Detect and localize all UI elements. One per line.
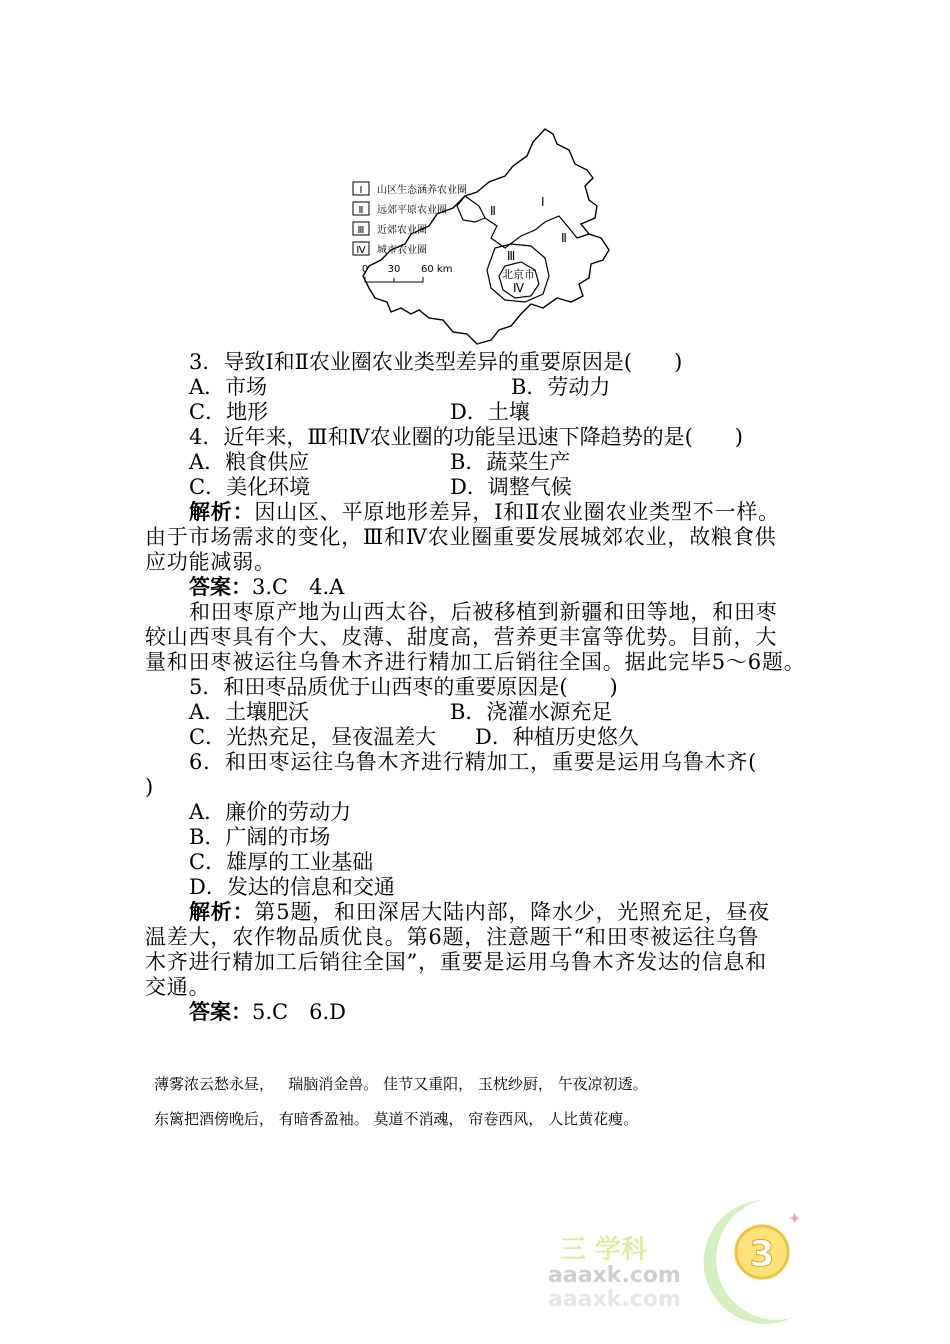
region-label-2a: Ⅱ [490, 204, 496, 218]
q5-option-c: C．光热充足，昼夜温差大 [189, 725, 437, 749]
analysis1-line-1 [189, 499, 780, 525]
map-legend [353, 182, 467, 256]
q3-option-c: C．地形 [189, 400, 269, 424]
legend-code-3: Ⅲ [357, 225, 365, 236]
analysis1-line-3: 应功能减弱。 [145, 550, 276, 574]
analysis2-line-2: 温差大，农作物品质优良。第6题，注意题干“和田枣被运往乌鲁 [145, 925, 760, 949]
watermark-brand: 三 学科 [560, 1235, 648, 1265]
region-label-4: Ⅳ [513, 281, 525, 295]
answer1 [189, 574, 344, 600]
legend-code-1: Ⅰ [359, 185, 363, 196]
mountain-plain-boundary [465, 196, 589, 248]
q4-option-c: C．美化环境 [189, 475, 311, 499]
scale-tick-60: 60 km [421, 264, 453, 275]
q5-option-a: A．土壤肥沃 [189, 700, 310, 724]
analysis1-label: 解析： [189, 499, 255, 524]
poem-line-2: 东篱把酒傍晚后， 有暗香盈袖。 莫道不消魂， 帘卷西风， 人比黄花瘦。 [154, 1110, 639, 1128]
scale-tick-30: 30 [387, 264, 401, 275]
analysis2-label: 解析： [189, 899, 255, 924]
analysis1-line-2: 由于市场需求的变化，Ⅲ和Ⅳ农业圈重要发展城郊农业，故粮食供 [145, 525, 777, 549]
answer1-value: 3.C 4.A [252, 575, 345, 599]
q3-option-a: A．市场 [189, 375, 268, 399]
region-label-3: Ⅲ [507, 249, 516, 263]
q6-stem-line-1: 6．和田枣运往乌鲁木齐进行精加工，重要是运用乌鲁木齐( [189, 750, 758, 774]
q5-stem: 5．和田枣品质优于山西枣的重要原因是( ) [189, 675, 618, 699]
legend-code-4: Ⅳ [356, 245, 366, 256]
q6-option-a: A．廉价的劳动力 [189, 800, 352, 824]
legend-code-2: Ⅱ [358, 205, 364, 216]
passage-line-1: 和田枣原产地为山西太谷，后被移植到新疆和田等地，和田枣 [189, 600, 778, 624]
legend-label-3: 近郊农业圈 [377, 225, 427, 236]
watermark-digit: 3 [749, 1234, 775, 1275]
watermark-logo [530, 1190, 820, 1340]
answer2 [189, 999, 346, 1025]
analysis2-text-1: 第5题，和田深居大陆内部，降水少，光照充足，昼夜 [254, 900, 770, 924]
q3-option-d: D．土壤 [450, 400, 530, 424]
beijing-agriculture-map [345, 126, 615, 348]
analysis2-line-1 [189, 899, 770, 925]
q3-option-b: B．劳动力 [511, 375, 611, 399]
region-label-2b: Ⅱ [561, 231, 567, 245]
passage-line-3: 量和田枣被运往乌鲁木齐进行精加工后销往全国。据此完毕5～6题。 [145, 650, 806, 674]
answer1-label: 答案： [189, 574, 252, 599]
q5-option-d: D．种植历史悠久 [475, 725, 639, 749]
answer2-value: 5.C 6.D [252, 1000, 346, 1024]
analysis2-line-4: 交通。 [145, 975, 211, 999]
scale-tick-0: 0 [361, 264, 369, 275]
q4-option-b: B．蔬菜生产 [450, 450, 571, 474]
legend-label-2: 远郊平原农业圈 [377, 205, 447, 216]
q5-option-b: B．浇灌水源充足 [450, 700, 613, 724]
q4-option-d: D．调整气候 [450, 475, 572, 499]
q4-option-a: A．粮食供应 [189, 450, 310, 474]
legend-label-1: 山区生态涵养农业圈 [377, 185, 467, 196]
passage-line-2: 较山西枣具有个大、皮薄、甜度高，营养更丰富等优势。目前，大 [145, 625, 778, 649]
region-label-1: Ⅰ [541, 195, 545, 209]
watermark-site: aaaxk.com [548, 1263, 681, 1288]
star-icon: ✦ [788, 1209, 802, 1228]
q4-stem: 4．近年来，Ⅲ和Ⅳ农业圈的功能呈迅速下降趋势的是( ) [189, 425, 743, 449]
q6-option-b: B．广阔的市场 [189, 825, 331, 849]
legend-label-4: 城市农业圈 [377, 245, 427, 256]
city-label: 北京市 [502, 268, 535, 281]
q6-stem-line-2: ) [145, 775, 154, 799]
analysis1-text-1: 因山区、平原地形差异，Ⅰ和Ⅱ农业圈农业类型不一样。 [254, 500, 780, 524]
beijing-outline [363, 129, 609, 344]
analysis2-line-3: 木齐进行精加工后销往全国”，重要是运用乌鲁木齐发达的信息和 [145, 950, 767, 974]
poem-line-1: 薄雾浓云愁永昼， 瑞脑消金兽。 佳节又重阳， 玉枕纱厨， 午夜凉初透。 [154, 1075, 648, 1093]
watermark-site-reflection: aaaxk.com [548, 1287, 681, 1312]
q6-option-c: C．雄厚的工业基础 [189, 850, 374, 874]
q3-stem: 3．导致Ⅰ和Ⅱ农业圈农业类型差异的重要原因是( ) [189, 350, 683, 374]
answer2-label: 答案： [189, 999, 252, 1024]
scale-bar [362, 264, 453, 282]
q6-option-d: D．发达的信息和交通 [189, 875, 395, 899]
